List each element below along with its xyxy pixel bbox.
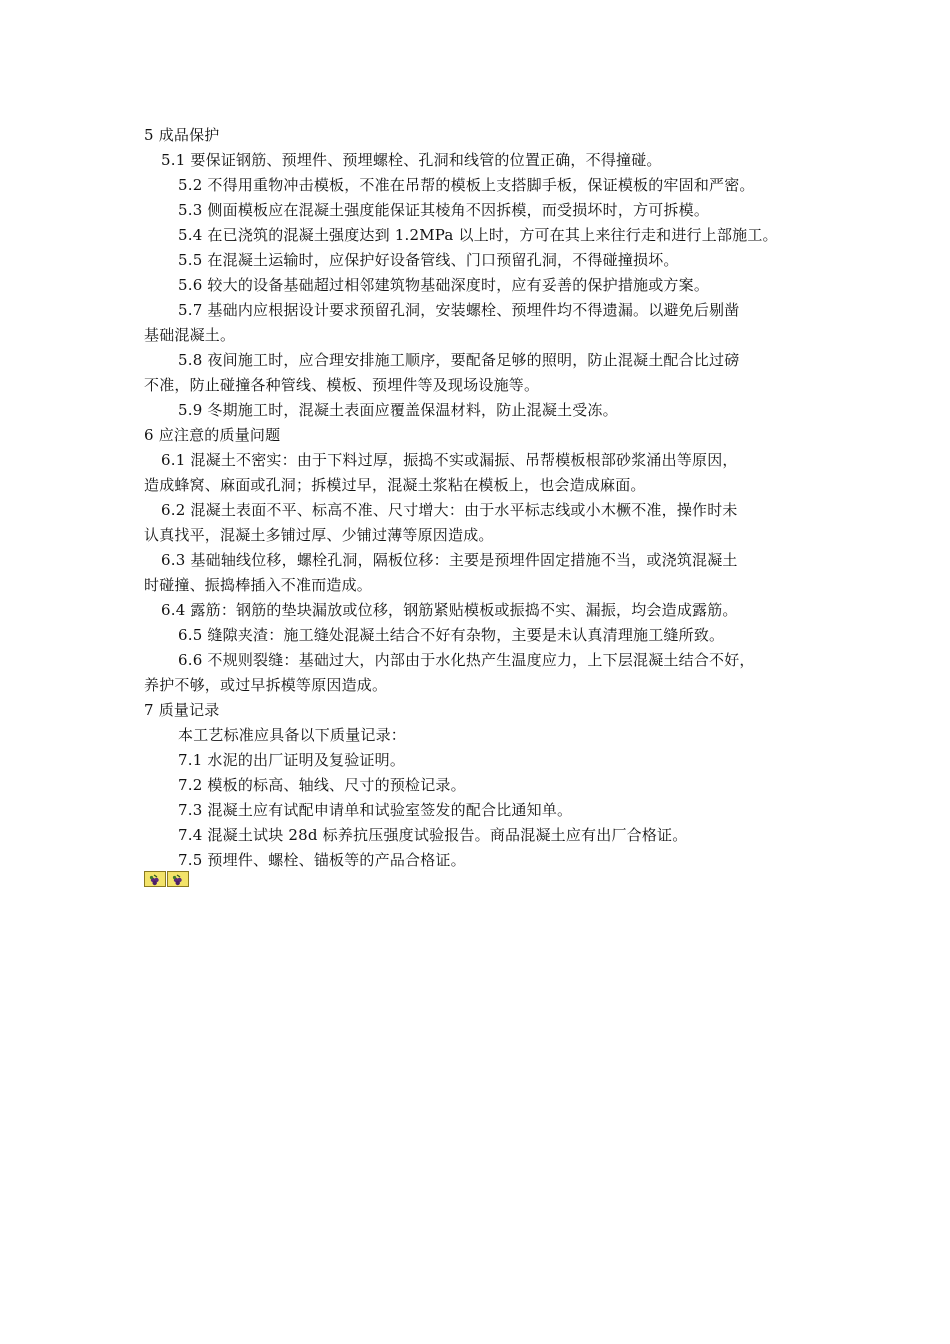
item-5-7-line1: 5.7 基础内应根据设计要求预留孔洞，安装螺栓、预埋件均不得遗漏。以避免后剔凿	[178, 301, 740, 319]
item-5-9: 5.9 冬期施工时，混凝土表面应覆盖保温材料，防止混凝土受冻。	[178, 401, 618, 419]
item-5-4: 5.4 在已浇筑的混凝土强度达到 1.2MPa 以上时，方可在其上来往行走和进行上部施工。	[178, 226, 778, 244]
item-6-6-line1: 6.6 不规则裂缝：基础过大，内部由于水化热产生温度应力，上下层混凝土结合不好，	[178, 651, 755, 669]
item-5-6: 5.6 较大的设备基础超过相邻建筑物基础深度时，应有妥善的保护措施或方案。	[178, 276, 710, 294]
item-6-6-line2: 养护不够，或过早拆模等原因造成。	[144, 676, 388, 694]
grape-icon	[144, 871, 166, 887]
item-7-3: 7.3 混凝土应有试配申请单和试验室签发的配合比通知单。	[178, 801, 573, 819]
item-6-1-line1: 6.1 混凝土不密实：由于下料过厚，振捣不实或漏振、吊帮模板根部砂浆涌出等原因，	[161, 451, 738, 469]
item-6-4: 6.4 露筋：钢筋的垫块漏放或位移，钢筋紧贴模板或振捣不实、漏振，均会造成露筋。	[161, 601, 738, 619]
item-5-8-line2: 不准，防止碰撞各种管线、模板、预埋件等及现场设施等。	[144, 376, 540, 394]
grape-icon	[167, 871, 189, 887]
item-6-2-line2: 认真找平，混凝土多铺过厚、少铺过薄等原因造成。	[144, 526, 494, 544]
section-7-heading: 7 质量记录	[144, 701, 220, 719]
item-5-7-line2: 基础混凝土。	[144, 326, 236, 344]
item-7-2: 7.2 模板的标高、轴线、尺寸的预检记录。	[178, 776, 466, 794]
item-6-3-line1: 6.3 基础轴线位移，螺栓孔洞，隔板位移：主要是预埋件固定措施不当，或浇筑混凝土	[161, 551, 738, 569]
icon-row	[144, 871, 189, 887]
item-5-8-line1: 5.8 夜间施工时，应合理安排施工顺序，要配备足够的照明，防止混凝土配合比过磅	[178, 351, 740, 369]
section-5-heading: 5 成品保护	[144, 126, 220, 144]
item-5-5: 5.5 在混凝土运输时，应保护好设备管线、门口预留孔洞，不得碰撞损坏。	[178, 251, 679, 269]
item-7-4: 7.4 混凝土试块 28d 标养抗压强度试验报告。商品混凝土应有出厂合格证。	[178, 826, 688, 844]
item-6-5: 6.5 缝隙夹渣：施工缝处混凝土结合不好有杂物，主要是未认真清理施工缝所致。	[178, 626, 725, 644]
section-6-heading: 6 应注意的质量问题	[144, 426, 281, 444]
item-6-3-line2: 时碰撞、振捣棒插入不准而造成。	[144, 576, 373, 594]
item-6-1-line2: 造成蜂窝、麻面或孔洞；拆模过早，混凝土浆粘在模板上，也会造成麻面。	[144, 476, 646, 494]
item-5-3: 5.3 侧面模板应在混凝土强度能保证其棱角不因拆模，而受损坏时，方可拆模。	[178, 201, 710, 219]
item-5-2: 5.2 不得用重物冲击模板，不准在吊帮的模板上支搭脚手板，保证模板的牢固和严密。	[178, 176, 755, 194]
item-5-1: 5.1 要保证钢筋、预埋件、预埋螺栓、孔洞和线管的位置正确，不得撞碰。	[161, 151, 662, 169]
item-6-2-line1: 6.2 混凝土表面不平、标高不准、尺寸增大：由于水平标志线或小木橛不准，操作时未	[161, 501, 738, 519]
item-7-1: 7.1 水泥的出厂证明及复验证明。	[178, 751, 406, 769]
section-7-intro: 本工艺标准应具备以下质量记录：	[178, 726, 407, 744]
item-7-5: 7.5 预埋件、螺栓、锚板等的产品合格证。	[178, 851, 466, 869]
